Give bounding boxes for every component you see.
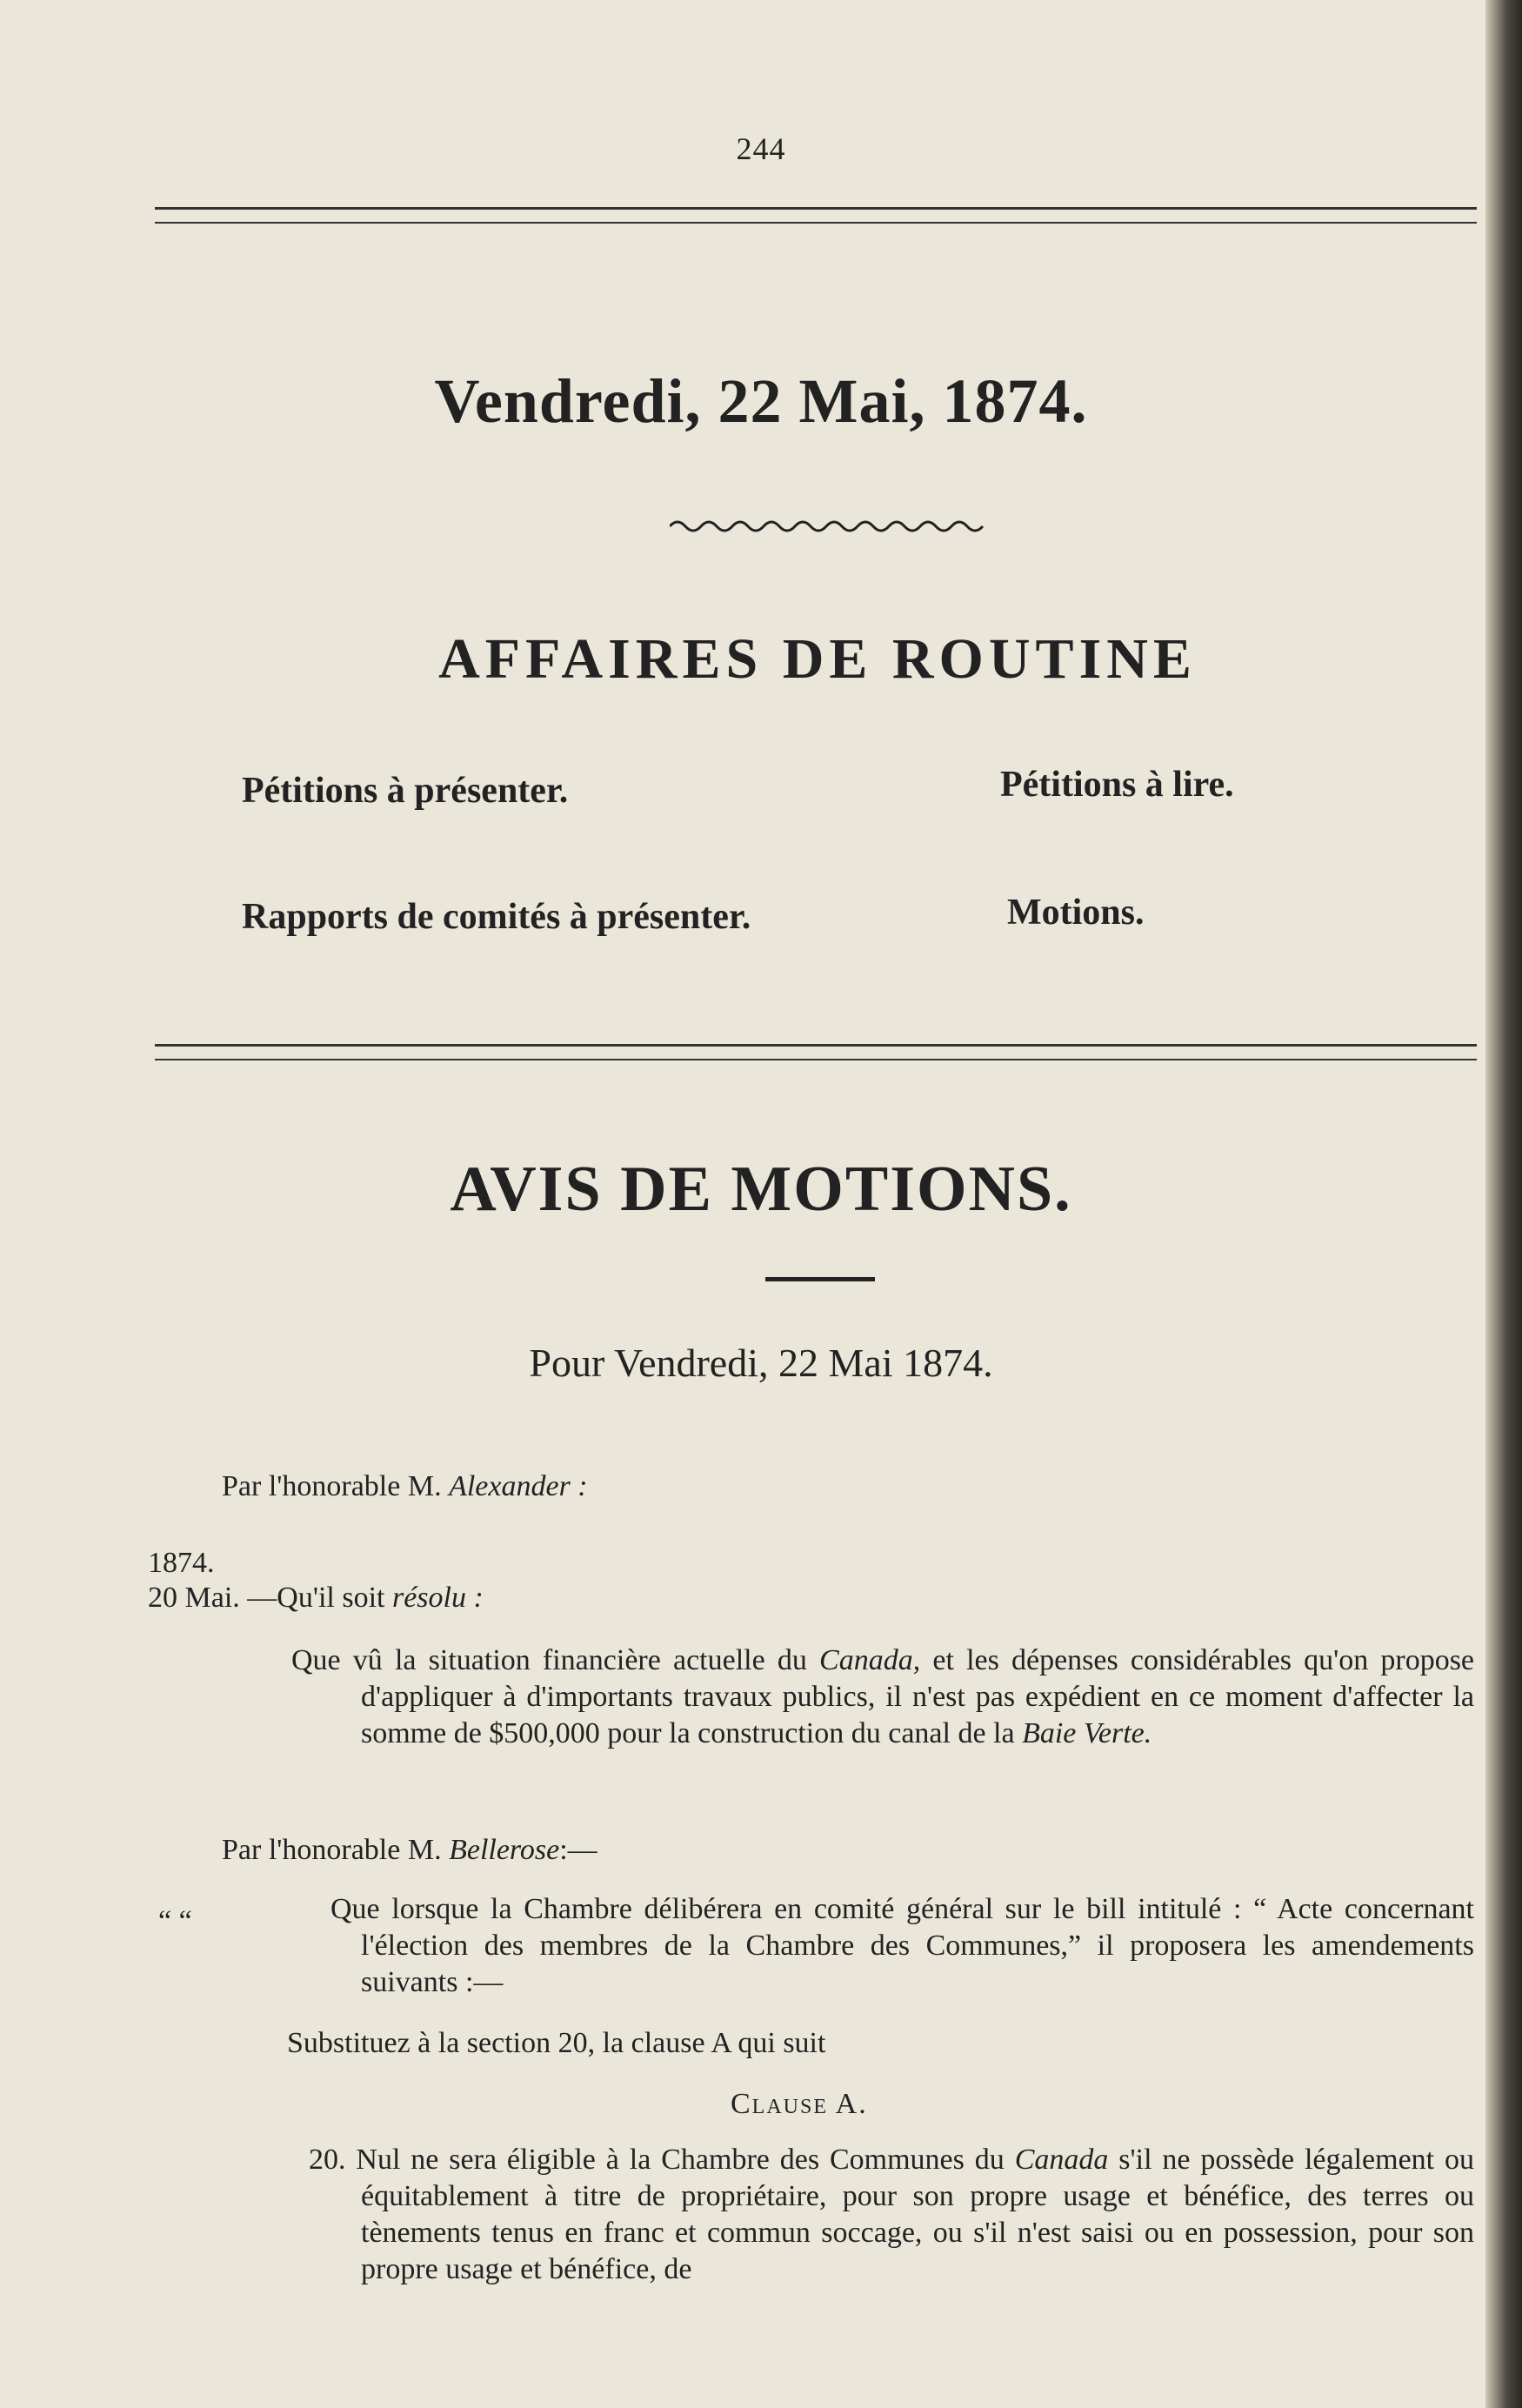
motion1-attribution — [222, 1470, 588, 1503]
section-heading-affaires-de-routine: AFFAIRES DE ROUTINE — [438, 627, 1197, 691]
date-title: Vendredi, 22 Mai, 1874. — [434, 366, 1088, 436]
motion1-text-start: Que vû la situation financière actuelle du — [291, 1644, 807, 1676]
motion1-text-end: et les dépenses considérables qu'on propose d'appliquer à d'importants travaux publics, il n'est pas expédient en ce moment d'affecter la somme de $500,000 pour la construction du canal de la — [361, 1644, 1475, 1749]
routine-item-petitions-presenter: Pétitions à présenter. — [242, 771, 569, 811]
top-double-rule — [155, 207, 1477, 224]
motion2-clause-label: Clause A. — [731, 2088, 868, 2120]
motion2-text-body: Que lorsque la Chambre délibérera en comité général sur le bill intitulé : “ Acte concernant l'élection des membres de la Chambre des Communes,” il proposera les amendements suivants :— — [330, 1893, 1474, 1998]
motion2-clause-text-1: Nul ne sera éligible à la Chambre des Communes du — [356, 2144, 1005, 2176]
motion2-text — [261, 1891, 1474, 2001]
motion1-resolu-prefix: —Qu'il soit — [247, 1582, 385, 1614]
motion1-resolu-line — [148, 1582, 484, 1615]
motion1-margin-year: 1874. — [148, 1547, 215, 1579]
wavy-divider — [670, 513, 991, 539]
motion2-by-suffix: :— — [559, 1834, 597, 1866]
motion1-text-italic: Canada, — [819, 1644, 921, 1676]
motion2-attribution — [222, 1834, 597, 1867]
pour-vendredi-subheading: Pour Vendredi, 22 Mai 1874. — [529, 1341, 993, 1385]
routine-item-motions: Motions. — [1007, 893, 1145, 933]
motion2-clause-text-italic: Canada — [1014, 2144, 1109, 2176]
motion2-substituez: Substituez à la section 20, la clause A qui suit — [287, 2027, 826, 2059]
motion2-clause-text — [309, 2142, 1474, 2288]
motion1-by-name: Alexander : — [449, 1470, 588, 1502]
short-rule — [765, 1277, 875, 1281]
avis-de-motions-heading: AVIS DE MOTIONS. — [450, 1154, 1072, 1225]
motion2-by-prefix: Par l'honorable M. — [222, 1834, 442, 1866]
motion1-by-prefix: Par l'honorable M. — [222, 1470, 442, 1502]
page-number: 244 — [736, 131, 786, 166]
routine-item-rapports-comites: Rapports de comités à présenter. — [242, 897, 751, 937]
motion1-text-place: Baie Verte. — [1022, 1717, 1152, 1749]
motion2-clause-num: 20. — [309, 2144, 346, 2176]
routine-item-petitions-lire: Pétitions à lire. — [1000, 765, 1234, 805]
motion2-by-name: Bellerose — [449, 1834, 560, 1866]
motion1-resolu-word: résolu : — [391, 1582, 484, 1614]
motion1-text — [291, 1642, 1474, 1752]
motion2-clause-text-2: s'il ne possède légalement ou équitablement à titre de propriétaire, pour son propre usage et bénéfice, des terres ou tènements tenus en franc et commun soccage, ou s'il n'est saisi ou en possession, pour son propre usage et bénéfice, de — [361, 2144, 1475, 2285]
motion2-margin-marks: “ “ — [158, 1905, 192, 1937]
motion1-margin-date: 20 Mai. — [148, 1582, 240, 1614]
middle-double-rule — [155, 1044, 1477, 1060]
